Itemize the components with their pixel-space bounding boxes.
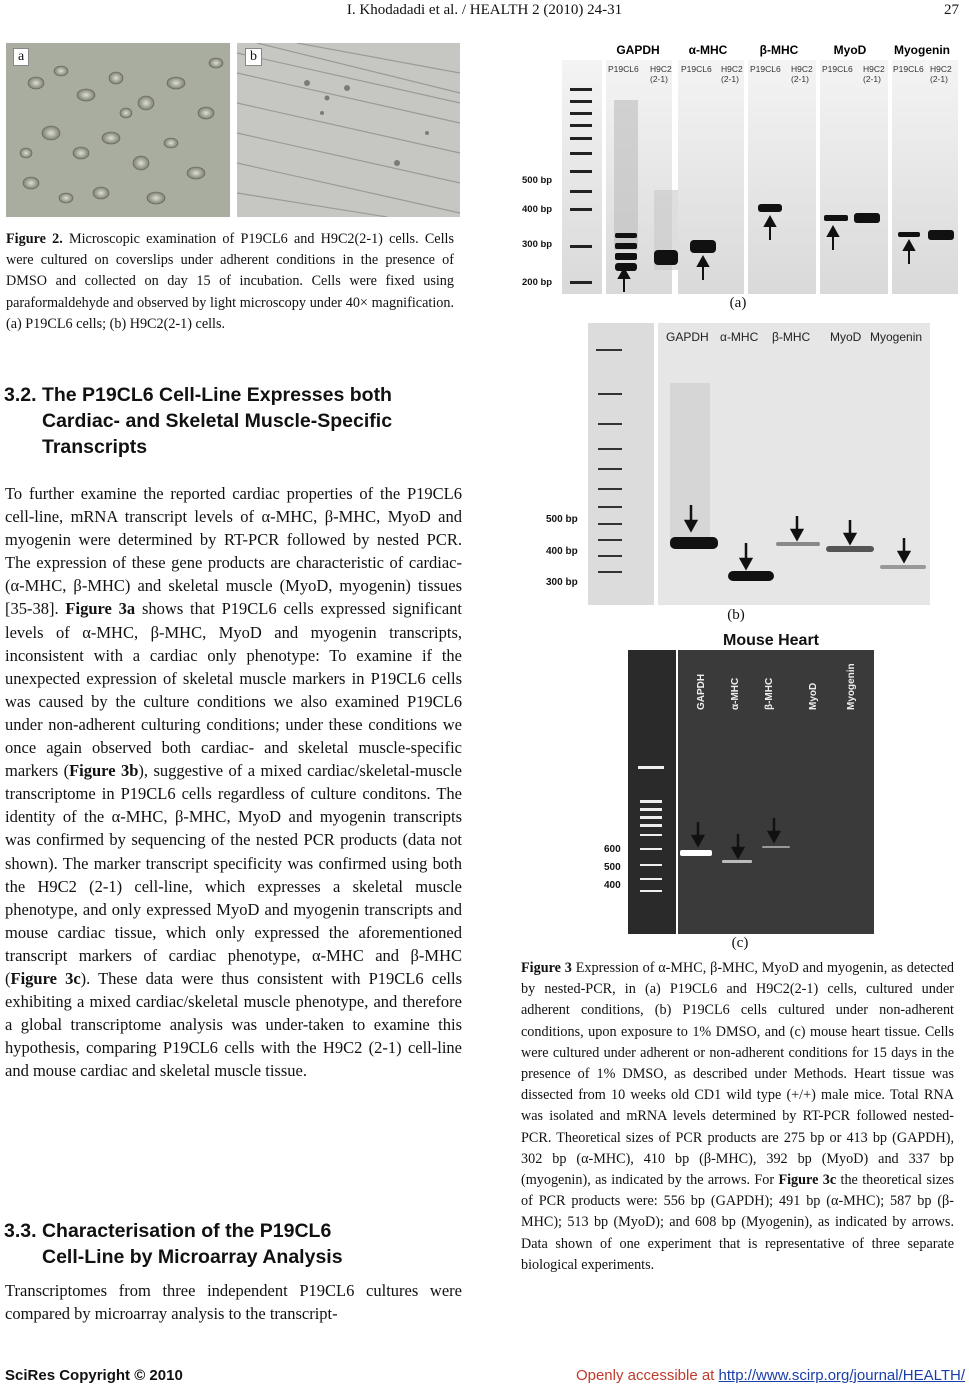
section-title-line2: Cardiac- and Skeletal Muscle-Specific [42,410,393,432]
lane-label: P19CL6 [608,64,639,74]
panel-b-label: (b) [727,607,745,623]
bp-marker: 300 bp [522,239,553,250]
gel-b [540,323,932,605]
lane-label: (2-1) [650,74,668,84]
section-title-line3: Transcripts [42,436,148,458]
gene-header-myod: MyoD [808,682,819,710]
micrograph-a [6,43,230,217]
paragraph-text: Transcriptomes from three independent P19CL6 cultures were compared by microarray analysis to the transcript- [5,1281,462,1324]
micrograph-b [237,43,460,217]
figure-ref-3c: Figure 3c [10,968,81,988]
gene-header-b-mhc: β-MHC [764,677,775,710]
bp-marker: 500 bp [546,514,578,525]
panel-c-label: (c) [731,935,749,951]
figure2-caption-label: Figure 2. [6,231,63,247]
gene-header-myod: MyoD [833,43,867,57]
gene-header-gapdh: GAPDH [616,43,660,57]
section-title-line1: The P19CL6 Cell-Line Expresses both [41,384,392,406]
section-title-line1: Characterisation of the P19CL6 [41,1220,332,1242]
lane-label: H9C2 [863,64,885,74]
gene-header-a-mhc: α-MHC [688,43,728,57]
bp-marker: 400 bp [522,204,553,215]
lane-label: P19CL6 [822,64,853,74]
figure3-caption-text: the theoretical sizes of PCR products were: 556 bp (GAPDH); 491 bp (α-MHC); 587 bp (β-MHC); 513 bp (MyoD); and 608 bp (Myogenin), as indicated by arrows. Data shown of one experiment that is representative of three separate biological experiments. [521,1172,954,1273]
paragraph-text: ). These data were thus consistent with P19CL6 cells exhibiting a mixed cardiac/skeletal muscle phenotype, and therefore a global transcriptome analysis was under-taken to examine this hypothesis, comparing P19CL6 cells with the H9C2 (2-1) cell-line and mouse cardiac and skeletal muscle tissue. [5,968,462,1081]
gene-header-gapdh: GAPDH [696,673,707,710]
footer-access [576,1367,965,1384]
lane-label: H9C2 [791,64,813,74]
lane-label: H9C2 [721,64,743,74]
gene-header-myogenin: Myogenin [870,330,923,344]
gene-header-a-mhc: α-MHC [720,330,759,344]
figure-ref-3a: Figure 3a [65,599,136,619]
section-title-line2: Cell-Line by Microarray Analysis [42,1246,343,1268]
gene-header-myogenin: Myogenin [894,43,950,57]
section-3-3-heading [4,1218,464,1270]
lane-label: (2-1) [863,74,881,84]
gene-header-b-mhc: β-MHC [759,43,799,57]
lane-label: H9C2 [930,64,952,74]
figure3-panel-c [600,630,880,955]
lane-label: (2-1) [930,74,948,84]
footer-access-text: Openly accessible at [575,1367,719,1384]
lane-label: (2-1) [791,74,809,84]
panel-a-label: (a) [729,295,747,311]
panel-label-a: a [13,48,29,66]
figure2-caption [6,229,454,335]
bp-marker: 200 bp [522,277,553,288]
gene-header-gapdh: GAPDH [666,330,709,344]
section-3-2-paragraph [5,482,462,1082]
bp-marker: 400 bp [546,546,578,557]
figure3-panel-b [540,323,932,628]
gene-header-a-mhc: α-MHC [730,677,741,710]
section-3-3-paragraph [5,1279,462,1325]
figure3-caption-label: Figure 3 [521,960,572,976]
gene-header-myod: MyoD [830,330,862,344]
bp-marker: 500 [604,862,621,873]
micrograph-a-image [6,43,230,217]
paragraph-text: To further examine the reported cardiac properties of the P19CL6 cell-line, mRNA transcript levels of α-MHC, β-MHC, MyoD and myogenin were determined by RT-PCR followed by nested PCR. The expression of these gene products are characteristic of cardiac- (α-MHC, β-MHC) and skeletal muscle (MyoD, myogenin) tissues [35-38]. [5,484,462,619]
figure2-caption-text: Microscopic examination of P19CL6 and H9C2(2-1) cells. Cells were cultured on coverslips under adherent conditions in the presence of DMSO and collected on day 15 of incubation. Cells were fixed using paraformaldehyde and observed by light microscopy under 40× magnification. (a) P19CL6 cells; (b) H9C2(2-1) cells. [6,231,454,332]
paragraph-text: shows that P19CL6 cells expressed significant levels of α-MHC, β-MHC, MyoD and myogenin transcripts, inconsistent with a cardiac only phenotype: To examine if the unexpected expression of skeletal muscle markers in P19CL6 cells was caused by the culture conditions we also examined P19CL6 under non-adherent culturing conditions; under these conditions we once again observed both cardiac- and skeletal muscle-specific markers ( [5,599,462,781]
lane-label: H9C2 [650,64,672,74]
running-header [0,2,969,24]
micrograph-b-image [237,43,460,217]
gene-header-myogenin: Myogenin [846,663,857,710]
page-number: 27 [944,2,959,18]
lane-label: (2-1) [721,74,739,84]
panel-c-title: Mouse Heart [722,632,820,649]
gel-a [518,40,958,296]
lane-label: P19CL6 [681,64,712,74]
bp-marker: 300 bp [546,577,578,588]
footer-copyright: SciRes Copyright © 2010 [5,1367,183,1384]
panel-label-b: b [245,48,262,66]
journal-link[interactable]: http://www.scirp.org/journal/HEALTH/ [718,1367,965,1384]
figure-ref-3b: Figure 3b [69,761,139,781]
section-3-2-heading [4,382,464,460]
running-title: I. Khodadadi et al. / HEALTH 2 (2010) 24-31 [346,2,623,18]
section-number: 3.3. [4,1220,37,1242]
section-number: 3.2. [4,384,37,406]
figure3-caption-text: Expression of α-MHC, β-MHC, MyoD and myogenin, as detected by nested-PCR, in (a) P19CL6 and H9C2(2-1) cells, cultured under adherent conditions, (b) P19CL6 cells cultured under non-adherent conditions, upon exposure to 1% DMSO, and (c) mouse heart tissue. Cells were cultured under adherent or non-adherent conditions for 15 days in the presence of 1% DMSO, as described under Methods. Heart tissue was dissected from 10 weeks old CD1 wild type (+/+) male mice. Total RNA was isolated and mRNA levels determined by RT-PCR followed nested-PCR. Theoretical sizes of PCR products are 275 bp or 413 bp (GAPDH), 302 bp (α-MHC), 410 bp (β-MHC), 392 bp (MyoD) and 337 bp (myogenin), as indicated by the arrows. For [521,960,955,1189]
bp-marker: 600 [604,844,621,855]
paragraph-text: ), suggestive of a mixed cardiac/skeletal-muscle transcriptome in P19CL6 cells regardless of culture conditons. The identity of the α-MHC, β-MHC, MyoD and myogenin transcripts was confirmed by sequencing of the nested PCR products (data not shown). The marker transcript specificity was confirmed using both the H9C2 (2-1) cell-line, which expresses a skeletal muscle phenotype, and only expressed MyoD and myogenin transcripts and mouse cardiac tissue, which only expressed the aforementioned transcript markers of cardiac phenotype, α-MHC and β-MHC ( [5,761,462,988]
lane-label: P19CL6 [893,64,924,74]
lane-label: P19CL6 [750,64,781,74]
figure3-panel-a [518,40,958,312]
figure-ref-3c: Figure 3c [778,1172,837,1189]
figure3-caption [521,958,954,1276]
gel-c [600,650,880,940]
gene-header-b-mhc: β-MHC [772,330,811,344]
bp-marker: 500 bp [522,175,553,186]
bp-marker: 400 [604,880,621,891]
